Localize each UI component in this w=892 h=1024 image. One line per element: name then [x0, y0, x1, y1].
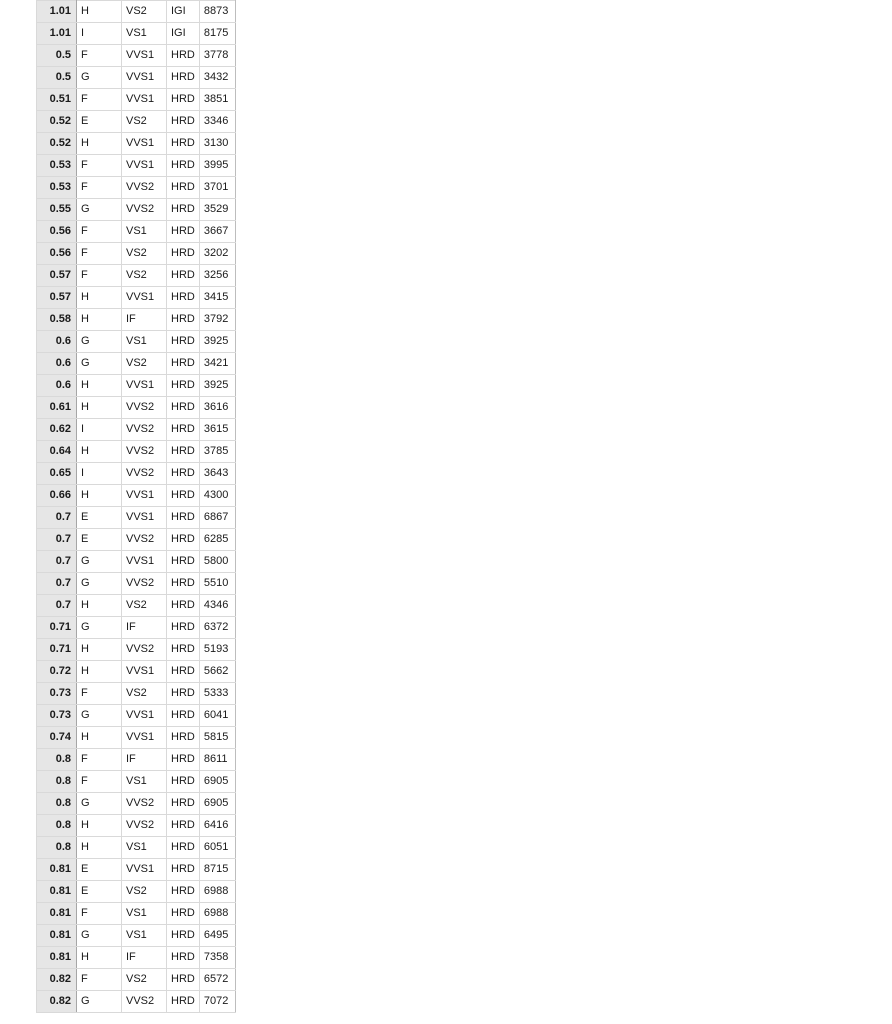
- carat-cell[interactable]: 0.65: [37, 463, 77, 485]
- color-cell[interactable]: H: [77, 287, 122, 309]
- carat-cell[interactable]: 0.56: [37, 243, 77, 265]
- color-cell[interactable]: H: [77, 133, 122, 155]
- color-cell[interactable]: F: [77, 89, 122, 111]
- table-row: [37, 771, 236, 793]
- lab-cell[interactable]: HRD: [167, 155, 200, 177]
- color-cell[interactable]: F: [77, 969, 122, 991]
- table-row: [37, 595, 236, 617]
- price-cell[interactable]: 3616: [199, 397, 235, 419]
- carat-cell[interactable]: 0.71: [37, 617, 77, 639]
- color-cell[interactable]: E: [77, 881, 122, 903]
- price-cell[interactable]: 3925: [199, 331, 235, 353]
- lab-cell[interactable]: HRD: [167, 683, 200, 705]
- price-cell[interactable]: 5815: [199, 727, 235, 749]
- price-cell[interactable]: 5333: [199, 683, 235, 705]
- carat-cell[interactable]: 1.01: [37, 23, 77, 45]
- carat-cell[interactable]: 0.58: [37, 309, 77, 331]
- price-cell[interactable]: 3432: [199, 67, 235, 89]
- lab-cell[interactable]: HRD: [167, 463, 200, 485]
- table-row: [37, 969, 236, 991]
- lab-cell[interactable]: HRD: [167, 639, 200, 661]
- carat-cell[interactable]: 0.5: [37, 67, 77, 89]
- clarity-cell[interactable]: VS2: [122, 683, 167, 705]
- carat-cell[interactable]: 0.51: [37, 89, 77, 111]
- color-cell[interactable]: G: [77, 573, 122, 595]
- price-cell[interactable]: 3785: [199, 441, 235, 463]
- table-row: [37, 463, 236, 485]
- price-cell[interactable]: 6867: [199, 507, 235, 529]
- table-row: [37, 925, 236, 947]
- table-row: [37, 573, 236, 595]
- clarity-cell[interactable]: VVS2: [122, 177, 167, 199]
- price-cell[interactable]: 7358: [199, 947, 235, 969]
- table-row: [37, 683, 236, 705]
- lab-cell[interactable]: HRD: [167, 617, 200, 639]
- clarity-cell[interactable]: VVS2: [122, 815, 167, 837]
- price-cell[interactable]: 3792: [199, 309, 235, 331]
- color-cell[interactable]: F: [77, 45, 122, 67]
- carat-cell[interactable]: 0.7: [37, 595, 77, 617]
- lab-cell[interactable]: HRD: [167, 925, 200, 947]
- lab-cell[interactable]: HRD: [167, 353, 200, 375]
- lab-cell[interactable]: HRD: [167, 441, 200, 463]
- carat-cell[interactable]: 0.8: [37, 815, 77, 837]
- lab-cell[interactable]: HRD: [167, 221, 200, 243]
- color-cell[interactable]: G: [77, 793, 122, 815]
- color-cell[interactable]: G: [77, 705, 122, 727]
- price-cell[interactable]: 3778: [199, 45, 235, 67]
- table-row: [37, 705, 236, 727]
- carat-cell[interactable]: 0.81: [37, 903, 77, 925]
- lab-cell[interactable]: IGI: [167, 23, 200, 45]
- carat-cell[interactable]: 0.7: [37, 507, 77, 529]
- carat-cell[interactable]: 0.7: [37, 573, 77, 595]
- price-cell[interactable]: 6285: [199, 529, 235, 551]
- clarity-cell[interactable]: VVS2: [122, 463, 167, 485]
- clarity-cell[interactable]: VVS1: [122, 67, 167, 89]
- price-cell[interactable]: 6988: [199, 903, 235, 925]
- table-row: [37, 881, 236, 903]
- lab-cell[interactable]: HRD: [167, 749, 200, 771]
- clarity-cell[interactable]: VS2: [122, 881, 167, 903]
- color-cell[interactable]: I: [77, 419, 122, 441]
- color-cell[interactable]: H: [77, 309, 122, 331]
- price-cell[interactable]: 3615: [199, 419, 235, 441]
- price-cell[interactable]: 6041: [199, 705, 235, 727]
- color-cell[interactable]: E: [77, 529, 122, 551]
- color-cell[interactable]: F: [77, 265, 122, 287]
- carat-cell[interactable]: 0.5: [37, 45, 77, 67]
- clarity-cell[interactable]: VVS2: [122, 441, 167, 463]
- carat-cell[interactable]: 0.6: [37, 331, 77, 353]
- clarity-cell[interactable]: VS1: [122, 771, 167, 793]
- lab-cell[interactable]: HRD: [167, 705, 200, 727]
- lab-cell[interactable]: HRD: [167, 45, 200, 67]
- carat-cell[interactable]: 0.8: [37, 749, 77, 771]
- price-cell[interactable]: 3256: [199, 265, 235, 287]
- color-cell[interactable]: I: [77, 23, 122, 45]
- clarity-cell[interactable]: VS1: [122, 837, 167, 859]
- color-cell[interactable]: F: [77, 771, 122, 793]
- price-cell[interactable]: 3925: [199, 375, 235, 397]
- table-row: [37, 991, 236, 1013]
- clarity-cell[interactable]: VVS2: [122, 199, 167, 221]
- lab-cell[interactable]: HRD: [167, 573, 200, 595]
- carat-cell[interactable]: 0.7: [37, 551, 77, 573]
- table-row: [37, 155, 236, 177]
- price-cell[interactable]: 4300: [199, 485, 235, 507]
- table-row: [37, 45, 236, 67]
- price-cell[interactable]: 6572: [199, 969, 235, 991]
- carat-cell[interactable]: 0.53: [37, 177, 77, 199]
- carat-cell[interactable]: 0.82: [37, 991, 77, 1013]
- clarity-cell[interactable]: VVS2: [122, 397, 167, 419]
- clarity-cell[interactable]: IF: [122, 309, 167, 331]
- color-cell[interactable]: G: [77, 925, 122, 947]
- lab-cell[interactable]: HRD: [167, 881, 200, 903]
- color-cell[interactable]: H: [77, 441, 122, 463]
- lab-cell[interactable]: HRD: [167, 815, 200, 837]
- carat-cell[interactable]: 0.81: [37, 859, 77, 881]
- carat-cell[interactable]: 0.81: [37, 947, 77, 969]
- clarity-cell[interactable]: VS2: [122, 969, 167, 991]
- clarity-cell[interactable]: VS1: [122, 221, 167, 243]
- lab-cell[interactable]: HRD: [167, 595, 200, 617]
- clarity-cell[interactable]: VVS1: [122, 705, 167, 727]
- table-row: [37, 661, 236, 683]
- lab-cell[interactable]: HRD: [167, 529, 200, 551]
- clarity-cell[interactable]: VVS1: [122, 155, 167, 177]
- table-row: [37, 397, 236, 419]
- carat-cell[interactable]: 1.01: [37, 1, 77, 23]
- color-cell[interactable]: H: [77, 485, 122, 507]
- table-row: [37, 199, 236, 221]
- table-row: [37, 111, 236, 133]
- color-cell[interactable]: F: [77, 749, 122, 771]
- carat-cell[interactable]: 0.6: [37, 375, 77, 397]
- table-row: [37, 221, 236, 243]
- table-row: [37, 23, 236, 45]
- price-cell[interactable]: 3995: [199, 155, 235, 177]
- table-row: [37, 639, 236, 661]
- color-cell[interactable]: F: [77, 221, 122, 243]
- clarity-cell[interactable]: VVS1: [122, 507, 167, 529]
- color-cell[interactable]: F: [77, 903, 122, 925]
- carat-cell[interactable]: 0.66: [37, 485, 77, 507]
- carat-cell[interactable]: 0.61: [37, 397, 77, 419]
- table-row: [37, 133, 236, 155]
- clarity-cell[interactable]: VS2: [122, 243, 167, 265]
- clarity-cell[interactable]: VVS1: [122, 89, 167, 111]
- clarity-cell[interactable]: VVS1: [122, 551, 167, 573]
- color-cell[interactable]: E: [77, 859, 122, 881]
- table-row: [37, 793, 236, 815]
- color-cell[interactable]: F: [77, 243, 122, 265]
- lab-cell[interactable]: HRD: [167, 969, 200, 991]
- clarity-cell[interactable]: VS2: [122, 595, 167, 617]
- clarity-cell[interactable]: IF: [122, 947, 167, 969]
- price-cell[interactable]: 6905: [199, 793, 235, 815]
- clarity-cell[interactable]: VVS2: [122, 573, 167, 595]
- price-cell[interactable]: 6416: [199, 815, 235, 837]
- lab-cell[interactable]: HRD: [167, 67, 200, 89]
- clarity-cell[interactable]: VVS1: [122, 287, 167, 309]
- color-cell[interactable]: G: [77, 67, 122, 89]
- table-row: [37, 859, 236, 881]
- color-cell[interactable]: G: [77, 199, 122, 221]
- carat-cell[interactable]: 0.81: [37, 881, 77, 903]
- color-cell[interactable]: G: [77, 353, 122, 375]
- table-row: [37, 309, 236, 331]
- price-cell[interactable]: 3202: [199, 243, 235, 265]
- carat-cell[interactable]: 0.64: [37, 441, 77, 463]
- table-row: [37, 749, 236, 771]
- clarity-cell[interactable]: IF: [122, 749, 167, 771]
- clarity-cell[interactable]: VVS1: [122, 485, 167, 507]
- lab-cell[interactable]: HRD: [167, 309, 200, 331]
- price-cell[interactable]: 6051: [199, 837, 235, 859]
- lab-cell[interactable]: IGI: [167, 1, 200, 23]
- price-cell[interactable]: 6495: [199, 925, 235, 947]
- color-cell[interactable]: H: [77, 661, 122, 683]
- color-cell[interactable]: F: [77, 155, 122, 177]
- table-row: [37, 67, 236, 89]
- color-cell[interactable]: F: [77, 177, 122, 199]
- price-cell[interactable]: 3130: [199, 133, 235, 155]
- table-row: [37, 837, 236, 859]
- color-cell[interactable]: H: [77, 639, 122, 661]
- color-cell[interactable]: H: [77, 837, 122, 859]
- lab-cell[interactable]: HRD: [167, 485, 200, 507]
- price-cell[interactable]: 3421: [199, 353, 235, 375]
- carat-cell[interactable]: 0.72: [37, 661, 77, 683]
- carat-cell[interactable]: 0.8: [37, 837, 77, 859]
- clarity-cell[interactable]: VS1: [122, 23, 167, 45]
- carat-cell[interactable]: 0.56: [37, 221, 77, 243]
- table-row: [37, 815, 236, 837]
- carat-cell[interactable]: 0.57: [37, 265, 77, 287]
- price-cell[interactable]: 8715: [199, 859, 235, 881]
- table-row: [37, 529, 236, 551]
- lab-cell[interactable]: HRD: [167, 793, 200, 815]
- color-cell[interactable]: H: [77, 947, 122, 969]
- lab-cell[interactable]: HRD: [167, 507, 200, 529]
- table-row: [37, 903, 236, 925]
- color-cell[interactable]: H: [77, 397, 122, 419]
- lab-cell[interactable]: HRD: [167, 661, 200, 683]
- color-cell[interactable]: I: [77, 463, 122, 485]
- carat-cell[interactable]: 0.71: [37, 639, 77, 661]
- color-cell[interactable]: H: [77, 815, 122, 837]
- carat-cell[interactable]: 0.73: [37, 683, 77, 705]
- clarity-cell[interactable]: VVS1: [122, 859, 167, 881]
- carat-cell[interactable]: 0.7: [37, 529, 77, 551]
- lab-cell[interactable]: HRD: [167, 727, 200, 749]
- price-cell[interactable]: 5800: [199, 551, 235, 573]
- price-cell[interactable]: 8611: [199, 749, 235, 771]
- lab-cell[interactable]: HRD: [167, 177, 200, 199]
- color-cell[interactable]: H: [77, 595, 122, 617]
- price-cell[interactable]: 4346: [199, 595, 235, 617]
- lab-cell[interactable]: HRD: [167, 287, 200, 309]
- clarity-cell[interactable]: VVS1: [122, 45, 167, 67]
- clarity-cell[interactable]: VVS2: [122, 419, 167, 441]
- lab-cell[interactable]: HRD: [167, 243, 200, 265]
- carat-cell[interactable]: 0.53: [37, 155, 77, 177]
- carat-cell[interactable]: 0.8: [37, 771, 77, 793]
- price-cell[interactable]: 5662: [199, 661, 235, 683]
- table-row: [37, 89, 236, 111]
- table-row: [37, 617, 236, 639]
- lab-cell[interactable]: HRD: [167, 991, 200, 1013]
- clarity-cell[interactable]: VS2: [122, 1, 167, 23]
- price-cell[interactable]: 5510: [199, 573, 235, 595]
- clarity-cell[interactable]: VVS2: [122, 991, 167, 1013]
- lab-cell[interactable]: HRD: [167, 837, 200, 859]
- clarity-cell[interactable]: VS1: [122, 903, 167, 925]
- clarity-cell[interactable]: VVS2: [122, 793, 167, 815]
- carat-cell[interactable]: 0.55: [37, 199, 77, 221]
- color-cell[interactable]: E: [77, 111, 122, 133]
- clarity-cell[interactable]: VS2: [122, 265, 167, 287]
- lab-cell[interactable]: HRD: [167, 89, 200, 111]
- price-cell[interactable]: 3529: [199, 199, 235, 221]
- color-cell[interactable]: G: [77, 331, 122, 353]
- table-row: [37, 243, 236, 265]
- color-cell[interactable]: F: [77, 683, 122, 705]
- price-cell[interactable]: 3346: [199, 111, 235, 133]
- color-cell[interactable]: G: [77, 551, 122, 573]
- table-row: [37, 375, 236, 397]
- clarity-cell[interactable]: VVS1: [122, 375, 167, 397]
- clarity-cell[interactable]: VVS2: [122, 529, 167, 551]
- table-row: [37, 507, 236, 529]
- clarity-cell[interactable]: VVS1: [122, 661, 167, 683]
- carat-cell[interactable]: 0.73: [37, 705, 77, 727]
- table-row: [37, 947, 236, 969]
- table-row: [37, 485, 236, 507]
- lab-cell[interactable]: HRD: [167, 859, 200, 881]
- price-cell[interactable]: 6988: [199, 881, 235, 903]
- lab-cell[interactable]: HRD: [167, 419, 200, 441]
- clarity-cell[interactable]: VS2: [122, 111, 167, 133]
- price-cell[interactable]: 8175: [199, 23, 235, 45]
- lab-cell[interactable]: HRD: [167, 331, 200, 353]
- color-cell[interactable]: G: [77, 991, 122, 1013]
- table-row: [37, 287, 236, 309]
- price-cell[interactable]: 8873: [199, 1, 235, 23]
- color-cell[interactable]: H: [77, 1, 122, 23]
- clarity-cell[interactable]: VVS1: [122, 727, 167, 749]
- carat-cell[interactable]: 0.74: [37, 727, 77, 749]
- price-cell[interactable]: 3643: [199, 463, 235, 485]
- price-cell[interactable]: 5193: [199, 639, 235, 661]
- lab-cell[interactable]: HRD: [167, 111, 200, 133]
- table-row: [37, 727, 236, 749]
- color-cell[interactable]: G: [77, 617, 122, 639]
- clarity-cell[interactable]: VS1: [122, 925, 167, 947]
- table-row: [37, 177, 236, 199]
- lab-cell[interactable]: HRD: [167, 771, 200, 793]
- table-row: [37, 265, 236, 287]
- clarity-cell[interactable]: IF: [122, 617, 167, 639]
- clarity-cell[interactable]: VVS1: [122, 133, 167, 155]
- lab-cell[interactable]: HRD: [167, 133, 200, 155]
- carat-cell[interactable]: 0.82: [37, 969, 77, 991]
- grid-body: [37, 1, 236, 1013]
- table-row: [37, 441, 236, 463]
- lab-cell[interactable]: HRD: [167, 947, 200, 969]
- spreadsheet-grid: [36, 0, 236, 1013]
- price-cell[interactable]: 3667: [199, 221, 235, 243]
- lab-cell[interactable]: HRD: [167, 903, 200, 925]
- price-cell[interactable]: 3701: [199, 177, 235, 199]
- carat-cell[interactable]: 0.6: [37, 353, 77, 375]
- carat-cell[interactable]: 0.62: [37, 419, 77, 441]
- clarity-cell[interactable]: VVS2: [122, 639, 167, 661]
- price-cell[interactable]: 6905: [199, 771, 235, 793]
- carat-cell[interactable]: 0.57: [37, 287, 77, 309]
- table-row: [37, 1, 236, 23]
- color-cell[interactable]: H: [77, 727, 122, 749]
- lab-cell[interactable]: HRD: [167, 199, 200, 221]
- table-row: [37, 419, 236, 441]
- carat-cell[interactable]: 0.52: [37, 111, 77, 133]
- color-cell[interactable]: H: [77, 375, 122, 397]
- price-cell[interactable]: 3851: [199, 89, 235, 111]
- table-row: [37, 551, 236, 573]
- lab-cell[interactable]: HRD: [167, 265, 200, 287]
- carat-cell[interactable]: 0.52: [37, 133, 77, 155]
- price-cell[interactable]: 3415: [199, 287, 235, 309]
- clarity-cell[interactable]: VS1: [122, 331, 167, 353]
- carat-cell[interactable]: 0.81: [37, 925, 77, 947]
- color-cell[interactable]: E: [77, 507, 122, 529]
- carat-cell[interactable]: 0.8: [37, 793, 77, 815]
- table-row: [37, 353, 236, 375]
- clarity-cell[interactable]: VS2: [122, 353, 167, 375]
- price-cell[interactable]: 6372: [199, 617, 235, 639]
- price-cell[interactable]: 7072: [199, 991, 235, 1013]
- lab-cell[interactable]: HRD: [167, 551, 200, 573]
- lab-cell[interactable]: HRD: [167, 397, 200, 419]
- lab-cell[interactable]: HRD: [167, 375, 200, 397]
- table-row: [37, 331, 236, 353]
